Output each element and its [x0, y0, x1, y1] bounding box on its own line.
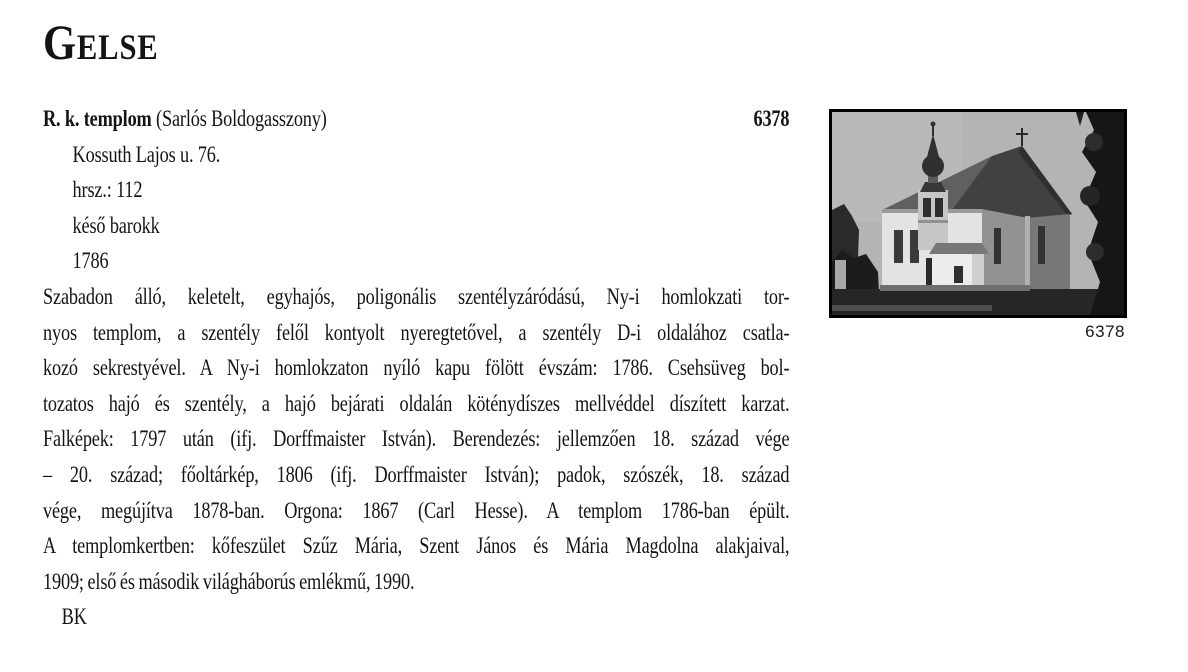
monument-description	[43, 280, 789, 600]
monument-number: 6378	[753, 106, 790, 132]
detail-line-style: késő barokk	[72, 212, 160, 239]
detail-line-date: 1786	[72, 248, 109, 275]
description-line: vége, megújítva 1878-ban. Orgona: 1867 (Carl Hesse). A templom 1786-ban épült.	[43, 497, 790, 524]
description-line: – 20. század; főoltárkép, 1806 (ifj. Dorffmaister István); padok, szószék, 18. század	[43, 461, 790, 488]
church-photo-illustration	[832, 112, 1124, 315]
entry-heading	[43, 102, 789, 138]
monument-entry	[43, 102, 789, 636]
detail-line-address: Kossuth Lajos u. 76.	[72, 141, 221, 168]
description-line: Szabadon álló, keletelt, egyhajós, poligonális szentélyzáródású, Ny-i homlokzati tor-	[43, 283, 790, 310]
description-line: A templomkertben: kőfeszület Szűz Mária, Szent János és Mária Magdolna alakjaival,	[43, 533, 790, 560]
page-title	[43, 14, 159, 70]
detail-line-parcel: hrsz.: 112	[72, 177, 143, 204]
entry-heading-left	[43, 102, 327, 138]
description-line: nyos templom, a szentély felől kontyolt nyeregtetővel, a szentély D-i oldalához csatla-	[43, 319, 790, 346]
author-initials: BK	[61, 604, 87, 631]
monument-photo	[829, 109, 1127, 318]
page-title-initial: G	[43, 14, 77, 70]
description-line: tozatos hajó és szentély, a hajó bejárati oldalán köténydíszes mellvéddel díszített karzat.	[43, 390, 790, 417]
description-line: kozó sekrestyével. A Ny-i homlokzaton nyíló kapu fölött évszám: 1786. Csehsüveg bol-	[43, 355, 790, 382]
description-line: Falképek: 1797 után (ifj. Dorffmaister István). Berendezés: jellemzően 18. század vége	[43, 426, 790, 453]
monument-dedication: (Sarlós Boldogasszony)	[156, 106, 327, 132]
page-title-rest: ELSE	[76, 27, 159, 67]
description-line: 1909; első és második világháborús emlékmű, 1990.	[43, 568, 415, 595]
monument-name: R. k. templom	[43, 106, 152, 132]
photo-caption: 6378	[1085, 322, 1125, 341]
